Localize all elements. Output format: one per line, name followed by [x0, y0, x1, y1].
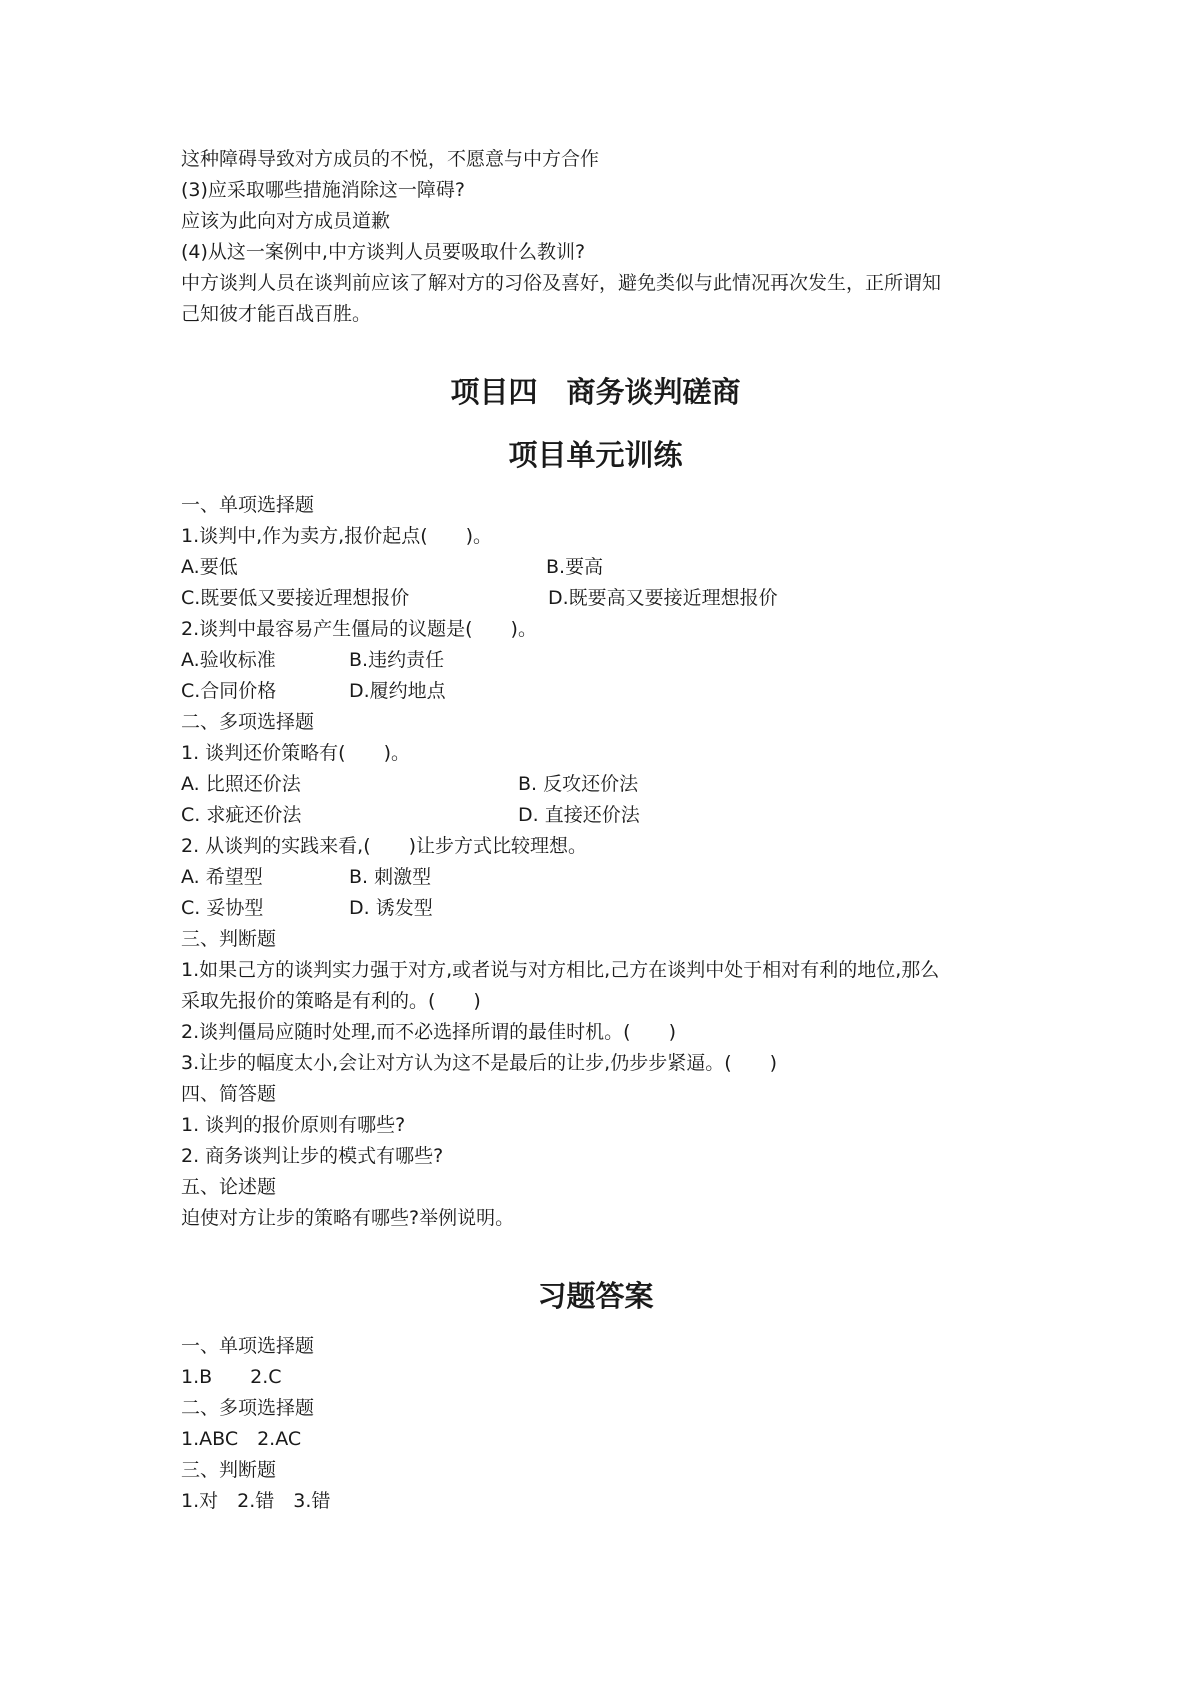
question-4: (4)从这一案例中,中方谈判人员要吸取什么教训? [181, 241, 586, 263]
m2-option-b: B. 刺激型 [349, 866, 432, 888]
m2-option-a: A. 希望型 [181, 866, 263, 888]
m2-option-d: D. 诱发型 [349, 897, 433, 919]
q1-option-a: A.要低 [181, 556, 238, 578]
intro-line-1: 这种障碍导致对方成员的不悦，不愿意与中方合作 [181, 148, 600, 170]
answer-4-line-1: 中方谈判人员在谈判前应该了解对方的习俗及喜好，避免类似与此情况再次发生，正所谓知 [181, 272, 942, 294]
q1-option-d: D.既要高又要接近理想报价 [548, 587, 778, 609]
answers-section-multiple-choice: 二、多项选择题 [181, 1397, 315, 1419]
answer-3: 应该为此向对方成员道歉 [181, 210, 391, 232]
m1-option-d: D. 直接还价法 [518, 804, 640, 826]
essay-question: 迫使对方让步的策略有哪些?举例说明。 [181, 1207, 515, 1229]
single-choice-q2: 2.谈判中最容易产生僵局的议题是( )。 [181, 618, 537, 640]
question-3: (3)应采取哪些措施消除这一障碍? [181, 179, 465, 201]
q2-option-c: C.合同价格 [181, 680, 277, 702]
single-choice-q1: 1.谈判中,作为卖方,报价起点( )。 [181, 525, 493, 547]
section-essay: 五、论述题 [181, 1176, 277, 1198]
answers-multiple-choice: 1.ABC 2.AC [181, 1428, 302, 1450]
section-multiple-choice: 二、多项选择题 [181, 711, 315, 733]
m1-option-b: B. 反攻还价法 [518, 773, 639, 795]
section-single-choice: 一、单项选择题 [181, 494, 315, 516]
answers-single-choice: 1.B 2.C [181, 1366, 282, 1388]
answer-4-line-2: 己知彼才能百战百胜。 [181, 303, 372, 325]
m2-option-c: C. 妥协型 [181, 897, 264, 919]
multiple-choice-q2: 2. 从谈判的实践来看,( )让步方式比较理想。 [181, 835, 588, 857]
answers-section-single-choice: 一、单项选择题 [181, 1335, 315, 1357]
q2-option-d: D.履约地点 [349, 680, 446, 702]
project-title: 项目四 商务谈判磋商 [450, 375, 741, 409]
q2-option-b: B.违约责任 [349, 649, 445, 671]
true-false-q1-line-2: 采取先报价的策略是有利的。( ) [181, 990, 481, 1012]
section-short-answer: 四、简答题 [181, 1083, 277, 1105]
m1-option-a: A. 比照还价法 [181, 773, 301, 795]
answers-title: 习题答案 [537, 1279, 654, 1313]
q1-option-b: B.要高 [546, 556, 604, 578]
q1-option-c: C.既要低又要接近理想报价 [181, 587, 410, 609]
multiple-choice-q1: 1. 谈判还价策略有( )。 [181, 742, 410, 764]
short-answer-q1: 1. 谈判的报价原则有哪些? [181, 1114, 406, 1136]
true-false-q3: 3.让步的幅度太小,会让对方认为这不是最后的让步,仍步步紧逼。( ) [181, 1052, 778, 1074]
training-title: 项目单元训练 [508, 438, 683, 472]
true-false-q1-line-1: 1.如果己方的谈判实力强于对方,或者说与对方相比,己方在谈判中处于相对有利的地位,那么 [181, 959, 940, 981]
section-true-false: 三、判断题 [181, 928, 277, 950]
true-false-q2: 2.谈判僵局应随时处理,而不必选择所谓的最佳时机。( ) [181, 1021, 676, 1043]
answers-section-true-false: 三、判断题 [181, 1459, 277, 1481]
q2-option-a: A.验收标准 [181, 649, 276, 671]
m1-option-c: C. 求疵还价法 [181, 804, 302, 826]
short-answer-q2: 2. 商务谈判让步的模式有哪些? [181, 1145, 444, 1167]
answers-true-false: 1.对 2.错 3.错 [181, 1490, 331, 1512]
